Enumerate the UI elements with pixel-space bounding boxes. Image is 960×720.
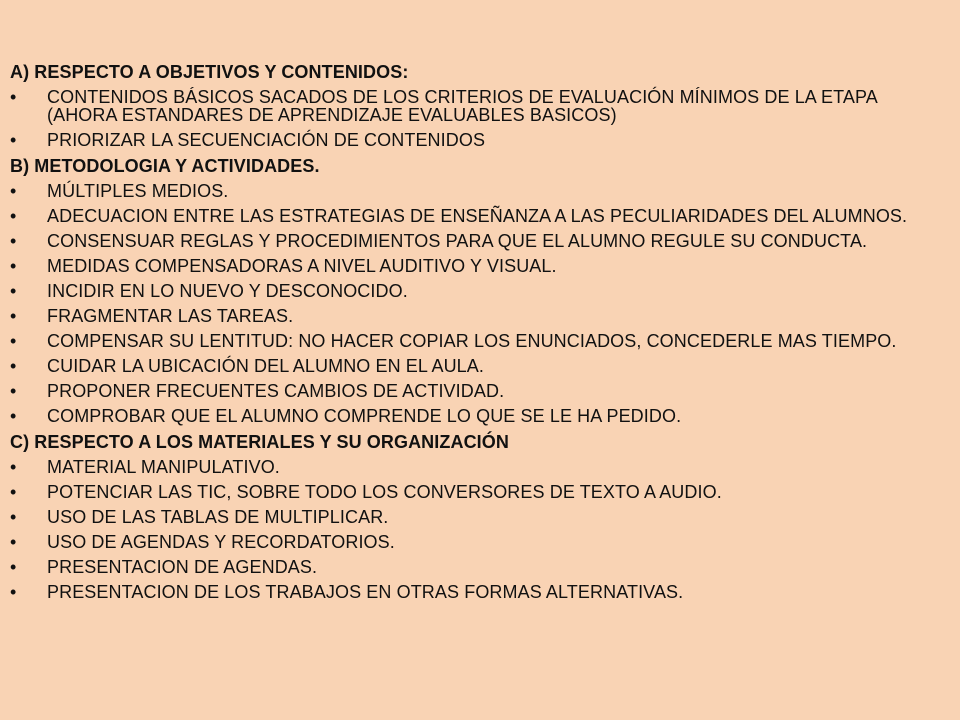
bullet-icon: • xyxy=(10,557,17,577)
list-item-text: FRAGMENTAR LAS TAREAS. xyxy=(47,306,294,326)
bullet-icon: • xyxy=(10,582,17,602)
list-item-text: USO DE LAS TABLAS DE MULTIPLICAR. xyxy=(47,507,389,527)
list-item-text: MEDIDAS COMPENSADORAS A NIVEL AUDITIVO Y VISUAL. xyxy=(47,256,557,276)
list-item-text: CUIDAR LA UBICACIÓN DEL ALUMNO EN EL AULA. xyxy=(47,356,484,376)
list-item xyxy=(10,508,940,526)
bullet-icon: • xyxy=(10,381,17,401)
list-item xyxy=(10,483,940,501)
list-item xyxy=(10,88,940,124)
bullet-icon: • xyxy=(10,482,17,502)
list-item-text: CONSENSUAR REGLAS Y PROCEDIMIENTOS PARA QUE EL ALUMNO REGULE SU CONDUCTA. xyxy=(47,231,868,251)
list-item-text: PRIORIZAR LA SECUENCIACIÓN DE CONTENIDOS xyxy=(47,130,486,150)
bullet-icon: • xyxy=(10,231,17,251)
bullet-icon: • xyxy=(10,87,17,107)
list-item xyxy=(10,533,940,551)
bullet-icon: • xyxy=(10,181,17,201)
list-item-text: ADECUACION ENTRE LAS ESTRATEGIAS DE ENSEÑANZA A LAS PECULIARIDADES DEL ALUMNOS. xyxy=(47,206,908,226)
list-item-text: POTENCIAR LAS TIC, SOBRE TODO LOS CONVERSORES DE TEXTO A AUDIO. xyxy=(47,482,722,502)
list-item xyxy=(10,357,940,375)
list-item-text: USO DE AGENDAS Y RECORDATORIOS. xyxy=(47,532,395,552)
list-item-text: PROPONER FRECUENTES CAMBIOS DE ACTIVIDAD. xyxy=(47,381,505,401)
section-heading: A) RESPECTO A OBJETIVOS Y CONTENIDOS: xyxy=(10,62,409,82)
list-item-text: INCIDIR EN LO NUEVO Y DESCONOCIDO. xyxy=(47,281,408,301)
bullet-icon: • xyxy=(10,256,17,276)
list-item-text: MÚLTIPLES MEDIOS. xyxy=(47,181,229,201)
list-item xyxy=(10,182,940,200)
list-item-text: COMPROBAR QUE EL ALUMNO COMPRENDE LO QUE SE LE HA PEDIDO. xyxy=(47,406,682,426)
list-item xyxy=(10,207,940,225)
bullet-icon: • xyxy=(10,130,17,150)
bullet-list xyxy=(10,88,940,149)
bullet-icon: • xyxy=(10,532,17,552)
bullet-icon: • xyxy=(10,457,17,477)
bullet-icon: • xyxy=(10,206,17,226)
bullet-icon: • xyxy=(10,331,17,351)
list-item xyxy=(10,131,940,149)
bullet-list xyxy=(10,182,940,425)
list-item xyxy=(10,458,940,476)
list-item xyxy=(10,282,940,300)
section-heading: C) RESPECTO A LOS MATERIALES Y SU ORGANIZACIÓN xyxy=(10,432,509,452)
bullet-icon: • xyxy=(10,406,17,426)
list-item-text: CONTENIDOS BÁSICOS SACADOS DE LOS CRITERIOS DE EVALUACIÓN MÍNIMOS DE LA ETAPA (AHORA ESTANDARES DE APRENDIZAJE EVALUABLES BASICOS) xyxy=(47,87,877,125)
list-item xyxy=(10,558,940,576)
list-item xyxy=(10,382,940,400)
bullet-icon: • xyxy=(10,306,17,326)
list-item-text: PRESENTACION DE AGENDAS. xyxy=(47,557,318,577)
list-item-text: COMPENSAR SU LENTITUD: NO HACER COPIAR LOS ENUNCIADOS, CONCEDERLE MAS TIEMPO. xyxy=(47,331,897,351)
section-heading: B) METODOLOGIA Y ACTIVIDADES. xyxy=(10,156,320,176)
list-item xyxy=(10,307,940,325)
slide-content xyxy=(10,62,940,601)
bullet-icon: • xyxy=(10,281,17,301)
list-item-text: MATERIAL MANIPULATIVO. xyxy=(47,457,280,477)
bullet-icon: • xyxy=(10,507,17,527)
list-item xyxy=(10,257,940,275)
bullet-list xyxy=(10,458,940,601)
list-item xyxy=(10,232,940,250)
list-item xyxy=(10,407,940,425)
list-item xyxy=(10,332,940,350)
section-c xyxy=(10,432,940,601)
section-a xyxy=(10,62,940,149)
section-b xyxy=(10,156,940,425)
list-item xyxy=(10,583,940,601)
bullet-icon: • xyxy=(10,356,17,376)
list-item-text: PRESENTACION DE LOS TRABAJOS EN OTRAS FORMAS ALTERNATIVAS. xyxy=(47,582,684,602)
